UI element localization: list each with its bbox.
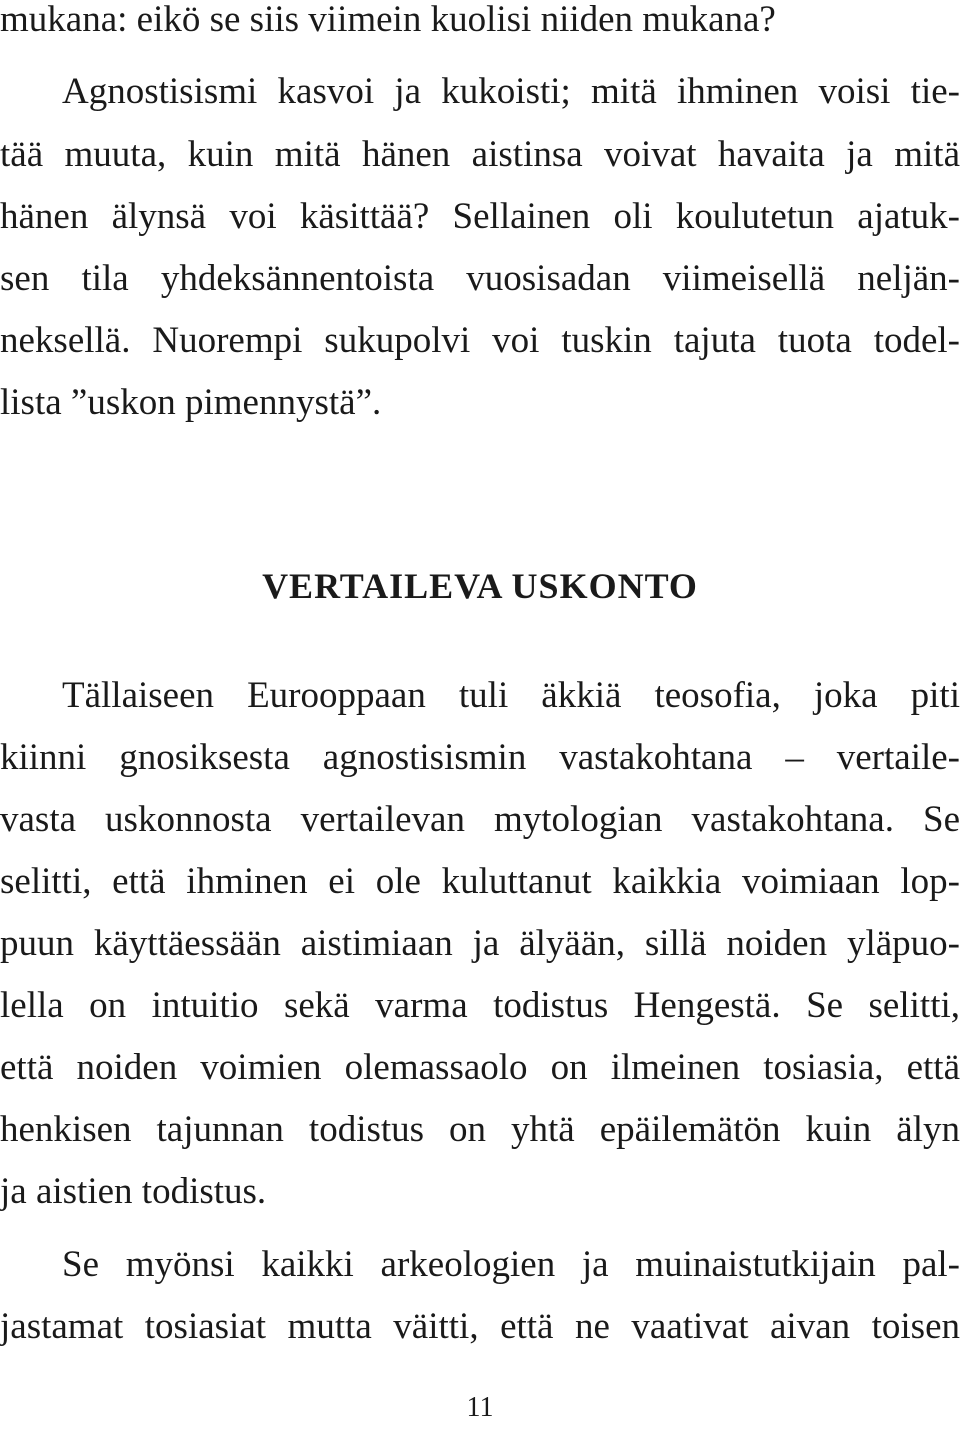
text-line: tää muuta, kuin mitä hänen aistinsa voivat havaita ja mitä — [0, 134, 960, 175]
text-line: vasta uskonnosta vertailevan mytologian vastakohtana. Se — [0, 799, 960, 840]
text-line: ja aistien todistus. — [0, 1171, 267, 1212]
text-line: neksellä. Nuorempi sukupolvi voi tuskin tajuta tuota todel- — [0, 320, 960, 361]
text-line: että noiden voimien olemassaolo on ilmeinen tosiasia, että — [0, 1047, 960, 1088]
text-line: sen tila yhdeksännentoista vuosisadan viimeisellä neljän- — [0, 258, 960, 299]
text-line: lella on intuitio sekä varma todistus Hengestä. Se selitti, — [0, 985, 960, 1026]
text-line: hänen älynsä voi käsittää? Sellainen oli koulutetun ajatuk- — [0, 196, 960, 237]
text-line: Agnostisismi kasvoi ja kukoisti; mitä ihminen voisi tie- — [62, 71, 960, 112]
text-line: selitti, että ihminen ei ole kuluttanut kaikkia voimiaan lop- — [0, 861, 960, 902]
text-line: puun käyttäessään aistimiaan ja älyään, sillä noiden yläpuo- — [0, 923, 960, 964]
text-line: kiinni gnosiksesta agnostisismin vastakohtana – vertaile- — [0, 737, 960, 778]
text-line: Tällaiseen Eurooppaan tuli äkkiä teosofia, joka piti — [62, 675, 960, 716]
text-line: henkisen tajunnan todistus on yhtä epäilemätön kuin älyn — [0, 1109, 960, 1150]
text-line: jastamat tosiasiat mutta väitti, että ne vaativat aivan toisen — [0, 1306, 960, 1347]
text-line: mukana: eikö se siis viimein kuolisi niiden mukana? — [0, 0, 776, 40]
section-heading: VERTAILEVA USKONTO — [262, 566, 698, 606]
page-number: 11 — [466, 1392, 494, 1423]
text-line: Se myönsi kaikki arkeologien ja muinaistutkijain pal- — [62, 1244, 960, 1285]
text-line: lista ”uskon pimennystä”. — [0, 382, 382, 423]
